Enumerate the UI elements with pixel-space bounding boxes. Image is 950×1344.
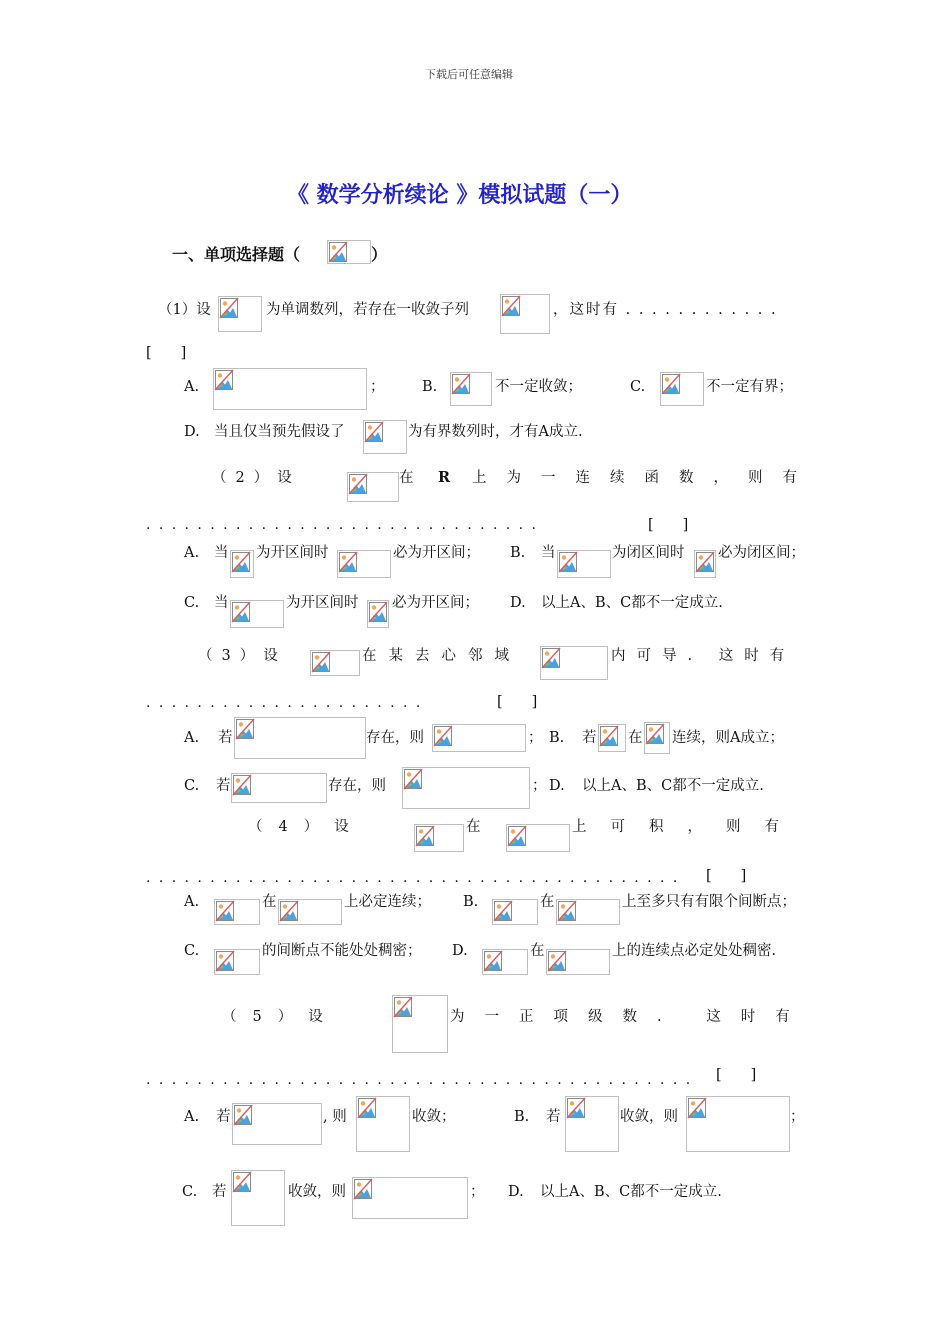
- formula-image: [310, 650, 360, 676]
- formula-image: [492, 899, 538, 925]
- option-text: 当: [214, 595, 229, 611]
- formula-image: [392, 995, 448, 1053]
- formula-image: [414, 824, 464, 852]
- formula-image: [232, 1103, 322, 1145]
- option-text: 若: [212, 1184, 227, 1200]
- formula-image: [234, 717, 366, 759]
- formula-image: [644, 722, 670, 754]
- option-label: B.: [463, 894, 479, 910]
- option-text: 的间断点不能处处稠密；: [262, 943, 422, 959]
- formula-image: [482, 949, 528, 975]
- option-text: ；: [370, 379, 385, 395]
- option-text: ；: [532, 778, 547, 794]
- option-text: 必为开区间；: [393, 545, 480, 561]
- formula-image: [278, 899, 342, 925]
- option-text: 以上A、B、C都不一定成立.: [582, 778, 764, 794]
- option-label: A.: [184, 1109, 200, 1125]
- option-label: C.: [184, 778, 200, 794]
- option-text: 存在，则: [328, 778, 386, 794]
- formula-image: [327, 240, 371, 264]
- q1-stem-end: ，这时有 . . . . . . . . . . . .: [553, 302, 778, 318]
- q1-stem: 为单调数列，若存在一收敛子列: [266, 302, 469, 318]
- q3-stem: 在某去心邻域: [362, 648, 521, 664]
- formula-image: [506, 824, 570, 852]
- option-text: 以上A、B、C都不一定成立.: [540, 1184, 722, 1200]
- leader-dots: ..........................................: [146, 870, 686, 886]
- formula-image: [213, 368, 367, 410]
- option-text: 上必定连续；: [344, 894, 431, 910]
- option-text: 若: [216, 778, 231, 794]
- option-label: A.: [184, 379, 200, 395]
- formula-image: [402, 767, 530, 809]
- option-text: , 则: [323, 1109, 347, 1125]
- option-text: ；: [528, 730, 543, 746]
- formula-image: [367, 600, 389, 628]
- q5-stem: 为一正项级数. 这时有: [450, 1009, 810, 1025]
- option-text: 若: [216, 1109, 231, 1125]
- option-text: 不一定收敛；: [495, 379, 582, 395]
- answer-bracket: [ ]: [716, 1067, 757, 1083]
- option-text: 在: [540, 894, 555, 910]
- formula-image: [352, 1177, 468, 1219]
- option-text: 若: [546, 1109, 561, 1125]
- formula-image: [337, 550, 391, 578]
- section-heading: 一、单项选择题（: [172, 245, 301, 264]
- option-text: 不一定有界；: [706, 379, 793, 395]
- formula-image: [363, 420, 407, 454]
- option-text: 存在，则: [366, 730, 424, 746]
- answer-bracket: [ ]: [146, 345, 187, 361]
- option-text: 若: [582, 730, 597, 746]
- option-label: B.: [549, 730, 565, 746]
- leader-dots: ...........................................: [146, 1072, 699, 1088]
- answer-bracket: [ ]: [648, 517, 689, 533]
- formula-image: [565, 1096, 619, 1152]
- option-label: C.: [630, 379, 646, 395]
- q4-stem: 上可积，则有: [572, 819, 803, 835]
- option-label: C.: [184, 943, 200, 959]
- answer-bracket: [ ]: [497, 694, 538, 710]
- formula-image: [660, 372, 704, 406]
- q1-number: （1）设: [158, 302, 211, 318]
- q4-stem: 在: [466, 819, 481, 835]
- option-label: B.: [510, 545, 526, 561]
- option-label: A.: [184, 730, 200, 746]
- option-label: D.: [452, 943, 468, 959]
- option-text: 为有界数列时，才有A成立.: [408, 424, 583, 440]
- q2-stem: R: [438, 469, 451, 486]
- option-label: D.: [510, 595, 526, 611]
- formula-image: [546, 949, 610, 975]
- option-text: 当: [214, 545, 229, 561]
- option-text: 连续，则A成立；: [672, 730, 784, 746]
- leader-dots: ......................: [146, 695, 429, 711]
- q2-stem: 在: [399, 470, 414, 486]
- q3-stem: 内可导. 这时有: [611, 648, 796, 664]
- formula-image: [231, 773, 327, 803]
- option-label: C.: [182, 1184, 198, 1200]
- leader-dots: ...............................: [146, 517, 545, 533]
- option-text: 以上A、B、C都不一定成立.: [541, 595, 723, 611]
- option-text: 在: [530, 943, 545, 959]
- page-header: 下载后可任意编辑: [425, 68, 513, 81]
- answer-bracket: [ ]: [706, 868, 747, 884]
- formula-image: [230, 550, 254, 578]
- section-heading-close: ）: [371, 245, 388, 264]
- option-text: 当: [541, 545, 556, 561]
- option-text: 为闭区间时: [612, 545, 685, 561]
- option-text: 为开区间时: [286, 595, 359, 611]
- option-text: 上的连续点必定处处稠密.: [612, 943, 777, 959]
- option-label: C.: [184, 595, 200, 611]
- q2-number: （2）设: [212, 470, 301, 486]
- option-label: B.: [514, 1109, 530, 1125]
- formula-image: [598, 724, 626, 752]
- option-text: 收敛，则: [620, 1109, 678, 1125]
- formula-image: [218, 296, 262, 332]
- formula-image: [432, 724, 526, 752]
- option-text: 收敛；: [412, 1109, 456, 1125]
- option-label: B.: [422, 379, 438, 395]
- option-text: 必为闭区间；: [718, 545, 805, 561]
- formula-image: [214, 949, 260, 975]
- formula-image: [231, 1170, 285, 1226]
- option-text: 上至多只有有限个间断点；: [622, 894, 796, 910]
- option-text: ；: [470, 1184, 485, 1200]
- option-text: 为开区间时: [256, 545, 329, 561]
- formula-image: [230, 600, 284, 628]
- option-text: 必为开区间；: [392, 595, 479, 611]
- option-text: ；: [790, 1109, 805, 1125]
- formula-image: [694, 550, 716, 578]
- page-title: 《 数学分析续论 》模拟试题（一）: [287, 183, 633, 208]
- option-label: A.: [184, 545, 200, 561]
- option-label: A.: [184, 894, 200, 910]
- formula-image: [500, 294, 550, 334]
- q4-number: （4）设: [248, 819, 365, 835]
- option-label: D.: [508, 1184, 524, 1200]
- option-label: D.: [184, 424, 200, 440]
- formula-image: [347, 472, 399, 502]
- q3-number: （3）设: [198, 648, 287, 664]
- formula-image: [557, 550, 611, 578]
- option-text: 在: [628, 730, 643, 746]
- formula-image: [356, 1096, 410, 1152]
- option-text: 收敛，则: [288, 1184, 346, 1200]
- q2-stem: 上为一连续函数，则有: [472, 470, 817, 486]
- q5-number: （5）设: [222, 1009, 339, 1025]
- formula-image: [686, 1096, 790, 1152]
- option-label: D.: [549, 778, 565, 794]
- option-text: 若: [218, 730, 233, 746]
- option-text: 当且仅当预先假设了: [214, 424, 345, 440]
- formula-image: [214, 899, 260, 925]
- option-text: 在: [262, 894, 277, 910]
- formula-image: [556, 899, 620, 925]
- formula-image: [540, 646, 608, 680]
- formula-image: [450, 372, 492, 406]
